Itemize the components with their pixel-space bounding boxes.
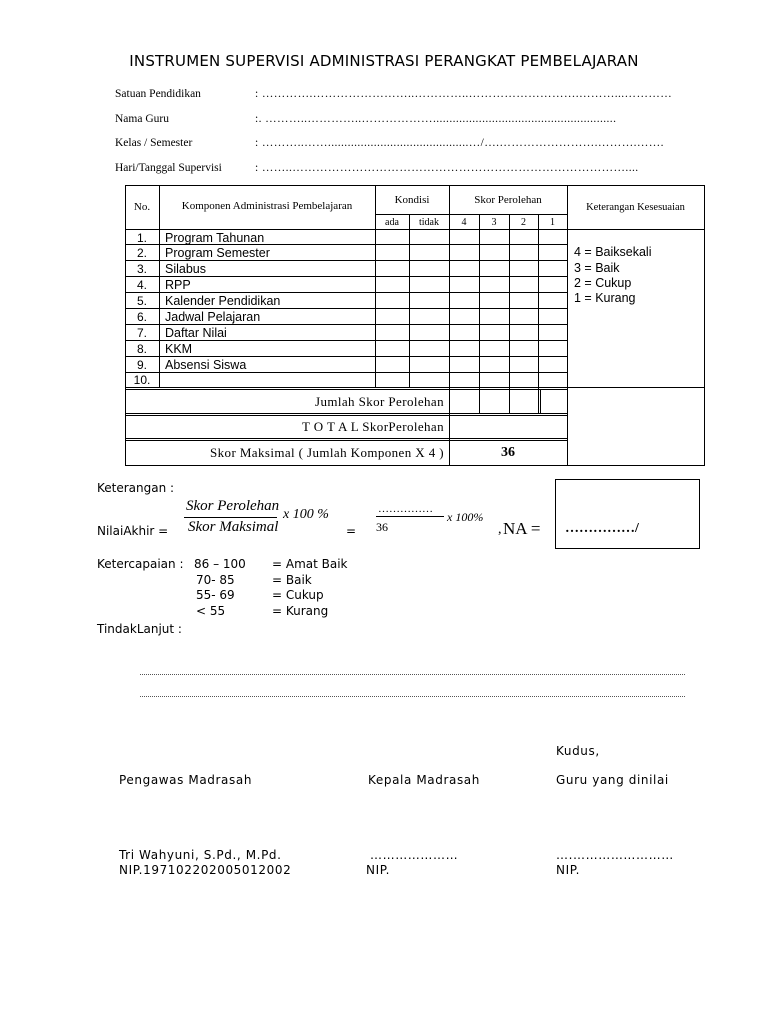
row-item: Absensi Siswa: [165, 357, 247, 372]
row-item: KKM: [165, 341, 193, 356]
row-item: Daftar Nilai: [165, 325, 227, 340]
row-no: 4.: [136, 277, 147, 292]
jumlah-skor-label: Jumlah Skor Perolehan: [315, 393, 444, 409]
place-date: Kudus,: [556, 744, 600, 758]
field-kelas-semester[interactable]: : ………..……...........................................…/….…………………….……….…….: [255, 137, 664, 149]
field-satuan-pendidikan[interactable]: : ………….……………………..…………..……………………….………...…………: [255, 88, 673, 100]
fraction-bar: [184, 517, 277, 518]
document-title: INSTRUMEN SUPERVISI ADMINISTRASI PERANGKAT PEMBELAJARAN: [129, 52, 639, 70]
subheader-2: 2: [521, 216, 526, 228]
label-nama-guru: Nama Guru: [115, 113, 169, 125]
guru-name[interactable]: ….……………………: [556, 848, 674, 862]
guru-nip: NIP.: [556, 863, 581, 877]
fraction-numerator: Skor Perolehan: [186, 498, 280, 514]
range-cukup: 55- 69: [196, 588, 235, 602]
na-box: [555, 479, 700, 549]
subheader-3: 3: [491, 216, 497, 228]
row-item: Kalender Pendidikan: [165, 293, 281, 308]
na-value[interactable]: ……………/: [565, 521, 639, 536]
total-skor-label: T O T A L SkorPerolehan: [302, 419, 444, 434]
na-prefix: ,: [498, 522, 502, 537]
row-no: 5.: [136, 293, 147, 308]
skor-maksimal-value: 36: [501, 445, 515, 460]
label-hari-tanggal: Hari/Tanggal Supervisi: [115, 162, 222, 174]
legend-2: 2 = Cukup: [574, 276, 632, 290]
times-100-percent: x 100 %: [283, 507, 329, 522]
pengawas-title: Pengawas Madrasah: [119, 773, 253, 787]
subheader-tidak: tidak: [419, 216, 439, 228]
pengawas-name: Tri Wahyuni, S.Pd., M.Pd.: [119, 848, 282, 862]
desc-cukup: = Cukup: [272, 588, 324, 602]
nilai-akhir-label: NilaiAkhir =: [97, 524, 169, 538]
fraction2-denominator: 36: [376, 520, 388, 534]
row-no: 7.: [136, 325, 147, 340]
ketercapaian-label: Ketercapaian :: [97, 557, 184, 571]
row-item: RPP: [165, 277, 191, 292]
row-no: 2.: [136, 245, 147, 260]
col-header-kondisi: Kondisi: [394, 193, 430, 206]
range-kurang: < 55: [196, 604, 226, 618]
kepala-nip: NIP.: [366, 863, 391, 877]
field-nama-guru[interactable]: :. ………..…………..………………........................................................: [255, 113, 617, 125]
keterangan-label: Keterangan :: [97, 481, 175, 495]
row-no: 9.: [136, 357, 147, 372]
fraction2-numerator: ……………: [378, 503, 433, 515]
range-baik: 70- 85: [196, 573, 235, 587]
field-hari-tanggal[interactable]: : ……..…………………………………………………………………………....: [255, 162, 639, 174]
guru-title: Guru yang dinilai: [556, 773, 669, 787]
tindak-lanjut-label: TindakLanjut :: [97, 622, 182, 636]
times-100-percent-small: x 100%: [447, 510, 484, 524]
legend-3: 3 = Baik: [574, 261, 620, 275]
range-amat-baik: 86 – 100: [194, 557, 246, 571]
col-header-no: No.: [133, 201, 151, 213]
subheader-1: 1: [550, 216, 555, 228]
col-header-skor: Skor Perolehan: [474, 193, 542, 206]
row-item: Program Tahunan: [165, 230, 265, 245]
fraction2-bar: [376, 516, 444, 517]
desc-baik: = Baik: [272, 573, 312, 587]
na-label: NA =: [503, 519, 541, 538]
row-item: Jadwal Pelajaran: [165, 309, 261, 324]
label-kelas-semester: Kelas / Semester: [115, 137, 193, 149]
row-no: 1.: [136, 230, 147, 245]
row-item: Silabus: [165, 261, 206, 276]
kepala-name[interactable]: …………………: [370, 848, 459, 862]
row-item: [160, 373, 375, 387]
col-header-keterangan: Keterangan Kesesuaian: [586, 202, 685, 213]
fraction-denominator: Skor Maksimal: [188, 519, 279, 535]
tindak-lanjut-line-1[interactable]: [140, 674, 685, 675]
desc-kurang: = Kurang: [272, 604, 329, 618]
legend-4: 4 = Baiksekali: [574, 245, 652, 259]
row-no: 8.: [136, 341, 147, 356]
pengawas-nip: NIP.197102202005012002: [119, 863, 292, 877]
tindak-lanjut-line-2[interactable]: [140, 696, 685, 697]
row-item: Program Semester: [165, 245, 270, 260]
label-satuan-pendidikan: Satuan Pendidikan: [115, 88, 201, 100]
col-header-komponen: Komponen Administrasi Pembelajaran: [181, 199, 353, 212]
equals-sign: =: [346, 524, 357, 538]
kepala-title: Kepala Madrasah: [368, 773, 480, 787]
legend-1: 1 = Kurang: [574, 291, 636, 305]
row-no: 3.: [136, 261, 147, 276]
row-no: 10.: [133, 373, 151, 387]
desc-amat-baik: = Amat Baik: [272, 557, 348, 571]
subheader-ada: ada: [385, 216, 399, 228]
row-no: 6.: [136, 309, 147, 324]
skor-maksimal-label: Skor Maksimal ( Jumlah Komponen X 4 ): [210, 445, 444, 460]
subheader-4: 4: [461, 216, 467, 228]
